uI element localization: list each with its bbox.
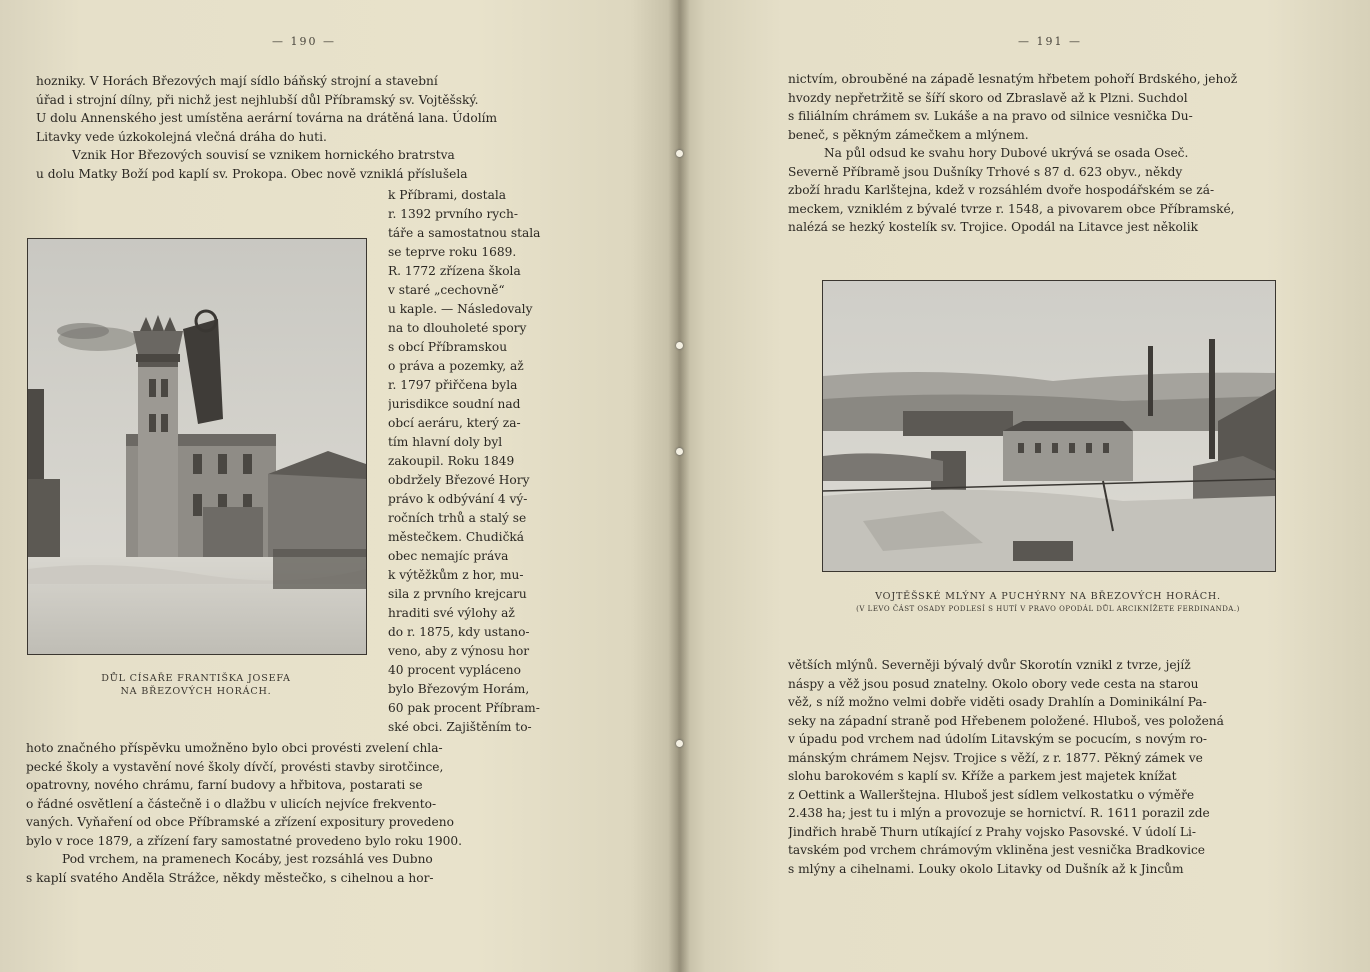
text-line: vaných. Vyňaření od obce Příbramské a zřízení expositury provedeno	[26, 815, 454, 829]
right-page	[678, 0, 1370, 972]
text-line: Na půl odsud ke svahu hory Dubové ukrývá se osada Oseč.	[824, 146, 1189, 160]
text-line: U dolu Annenského jest umístěna aerární továrna na drátěná lana. Údolím	[36, 111, 498, 125]
text-line: obcí aeráru, který za-	[388, 416, 521, 430]
text-line: hozniky. V Horách Březových mají sídlo báňský strojní a stavební	[36, 74, 438, 88]
text-line: mánským chrámem Nejsv. Trojice s věží, z r. 1877. Pěkný zámek ve	[788, 750, 1203, 765]
left-page-number: — 190 —	[272, 35, 336, 48]
text-line: hoto značného příspěvku umožněno bylo obci provésti zvelení chla-	[26, 741, 443, 755]
text-line: jurisdikce soudní nad	[388, 397, 521, 411]
text-line: veno, aby z výnosu hor	[388, 644, 530, 658]
text-line: větších mlýnů. Severněji bývalý dvůr Skorotín vznikl z tvrze, jejíž	[788, 658, 1191, 672]
text-line: 60 pak procent Příbram-	[388, 701, 540, 715]
text-line: Severně Příbramě jsou Dušníky Trhové s 87 d. 623 obyv., někdy	[788, 164, 1183, 179]
text-line: právo k odbývání 4 vý-	[388, 492, 528, 506]
binding-stitch	[676, 740, 683, 747]
text-line: se teprve roku 1689.	[388, 245, 517, 259]
caption-line: NA BŘEZOVÝCH HORÁCH.	[120, 686, 272, 697]
binding-stitch	[676, 448, 683, 455]
text-line: tím hlavní doly byl	[388, 435, 503, 449]
left-column-text	[388, 186, 564, 737]
text-line: 2.438 ha; jest tu i mlýn a provozuje se hornictví. R. 1611 porazil zde	[788, 806, 1210, 820]
text-line: z Oettink a Wallerštejna. Hluboš jest sídlem velkostatku o výměře	[788, 787, 1195, 802]
text-line: pecké školy a vystavění nové školy dívčí, provésti stavby sirotčince,	[26, 759, 444, 774]
text-line: tavském pod vrchem chrámovým vkliněna jest vesnička Bradkovice	[788, 843, 1206, 857]
book-gutter	[668, 0, 690, 972]
text-line: ročních trhů a stalý se	[388, 511, 527, 525]
text-line: nalézá se hezký kostelík sv. Trojice. Opodál na Litavce jest několik	[788, 220, 1198, 234]
text-line: v staré „cechovně“	[388, 283, 505, 297]
binding-stitch	[676, 342, 683, 349]
text-line: u dolu Matky Boží pod kaplí sv. Prokopa. Obec nově vzniklá příslušela	[36, 166, 468, 181]
text-line: bylo Březovým Horám,	[388, 682, 530, 696]
text-line: do r. 1875, kdy ustano-	[388, 625, 530, 639]
text-line: městečkem. Chudičká	[388, 530, 525, 544]
text-line: ské obci. Zajištěním to-	[388, 720, 532, 734]
left-top-paragraph	[36, 72, 562, 183]
text-line: sekу na západní straně pod Hřebenem položené. Hluboš, ves položená	[788, 713, 1224, 728]
right-bottom-paragraph	[788, 656, 1314, 878]
text-line: meckem, vzniklém z bývalé tvrze r. 1548, a pivovarem obce Příbramské,	[788, 201, 1235, 216]
text-line: obdržely Březové Hory	[388, 473, 530, 487]
text-line: táře a samostatnou stala	[388, 226, 541, 240]
caption-line: VOJTĚŠSKÉ MLÝNY A PUCHÝRNY NA BŘEZOVÝCH HORÁCH.	[875, 591, 1221, 602]
left-bottom-paragraph	[26, 739, 562, 887]
text-line: s mlýny a cihelnami. Louky okolo Litavky od Dušník až k Jincům	[788, 861, 1184, 876]
text-line: Vznik Hor Březových souvisí se vznikem hornického bratrstva	[72, 148, 455, 162]
binding-stitch	[676, 150, 683, 157]
text-line: obec nemajíc práva	[388, 549, 509, 563]
text-line: u kaple. — Následovaly	[388, 302, 533, 316]
text-line: hvozdy nepřetržitě se šíří skoro od Zbraslavě až k Plzni. Suchdol	[788, 90, 1188, 105]
text-line: r. 1392 prvního rych-	[388, 207, 518, 221]
text-line: k Příbrami, dostala	[388, 188, 507, 202]
text-line: s filiálním chrámem sv. Lukáše a na pravo od silnice vesnička Du-	[788, 109, 1193, 123]
text-line: sila z prvního krejcaru	[388, 587, 527, 601]
text-line: věž, s níž možno velmi dobře viděti osady Drahlín a Dominikální Pa-	[788, 695, 1207, 709]
mine-tower-caption	[27, 672, 365, 698]
text-line: Jindřich hrabě Thurn utíkající z Prahy vojsko Pasovské. V údolí Li-	[788, 824, 1196, 839]
text-line: zakoupil. Roku 1849	[388, 454, 515, 468]
text-line: k výtěžkům z hor, mu-	[388, 568, 524, 582]
text-line: Pod vrchem, na pramenech Kocáby, jest rozsáhlá ves Dubno	[62, 852, 433, 866]
text-line: o práva a pozemky, až	[388, 359, 524, 373]
text-line: opatrovny, nového chrámu, farní budovy a hřbitova, postarati se	[26, 778, 423, 792]
text-line: s obcí Příbramskou	[388, 340, 508, 354]
text-line: v úpadu pod vrchem nad údolím Litavským se pocucím, s novým ro-	[788, 732, 1208, 746]
text-line: s kaplí svatého Anděla Strážce, někdy městečko, s cihelnou a hor-	[26, 870, 434, 885]
text-line: o řádné osvětlení a částečně i o dlažbu v ulicích nejvíce frekvento-	[26, 796, 437, 811]
text-line: úřad i strojní dílny, při nichž jest nejhlubší důl Příbramský sv. Vojtěšský.	[36, 92, 479, 107]
left-page	[0, 0, 678, 972]
right-top-paragraph	[788, 70, 1314, 237]
text-line: bylo v roce 1879, a zřízení fary samostatné provedeno bylo roku 1900.	[26, 833, 463, 848]
text-line: R. 1772 zřízena škola	[388, 264, 521, 278]
right-page-number: — 191 —	[1018, 35, 1082, 48]
mills-photo	[822, 280, 1276, 572]
caption-line: DŮL CÍSAŘE FRANTIŠKA JOSEFA	[101, 673, 291, 684]
text-line: r. 1797 přiřčena byla	[388, 378, 518, 392]
mills-caption	[808, 590, 1288, 616]
text-line: nictvím, obrouběné na západě lesnatým hřbetem pohoří Brdského, jehož	[788, 72, 1238, 86]
text-line: na to dlouholeté spory	[388, 321, 527, 335]
text-line: náspy a věž jsou posud znatelny. Okolo obory vede cesta na starou	[788, 676, 1199, 691]
text-line: hraditi své výlohy až	[388, 606, 515, 620]
caption-subline: (V LEVO ČÁST OSADY PODLESÍ S HUTÍ V PRAVO OPODÁL DŮL ARCIKNÍŽETE FERDINANDA.)	[856, 605, 1240, 613]
text-line: slohu barokovém s kaplí sv. Kříže a parkem jest majetek knížat	[788, 769, 1177, 783]
text-line: beneč, s pěkným zámečkem a mlýnem.	[788, 127, 1029, 142]
mine-tower-photo	[27, 238, 367, 655]
text-line: 40 procent vypláceno	[388, 663, 521, 677]
text-line: Litavky vede úzkokolejná vlečná dráha do huti.	[36, 129, 327, 144]
text-line: zboží hradu Karlštejna, kdež v rozsáhlém dvoře hospodářském se zá-	[788, 183, 1215, 197]
